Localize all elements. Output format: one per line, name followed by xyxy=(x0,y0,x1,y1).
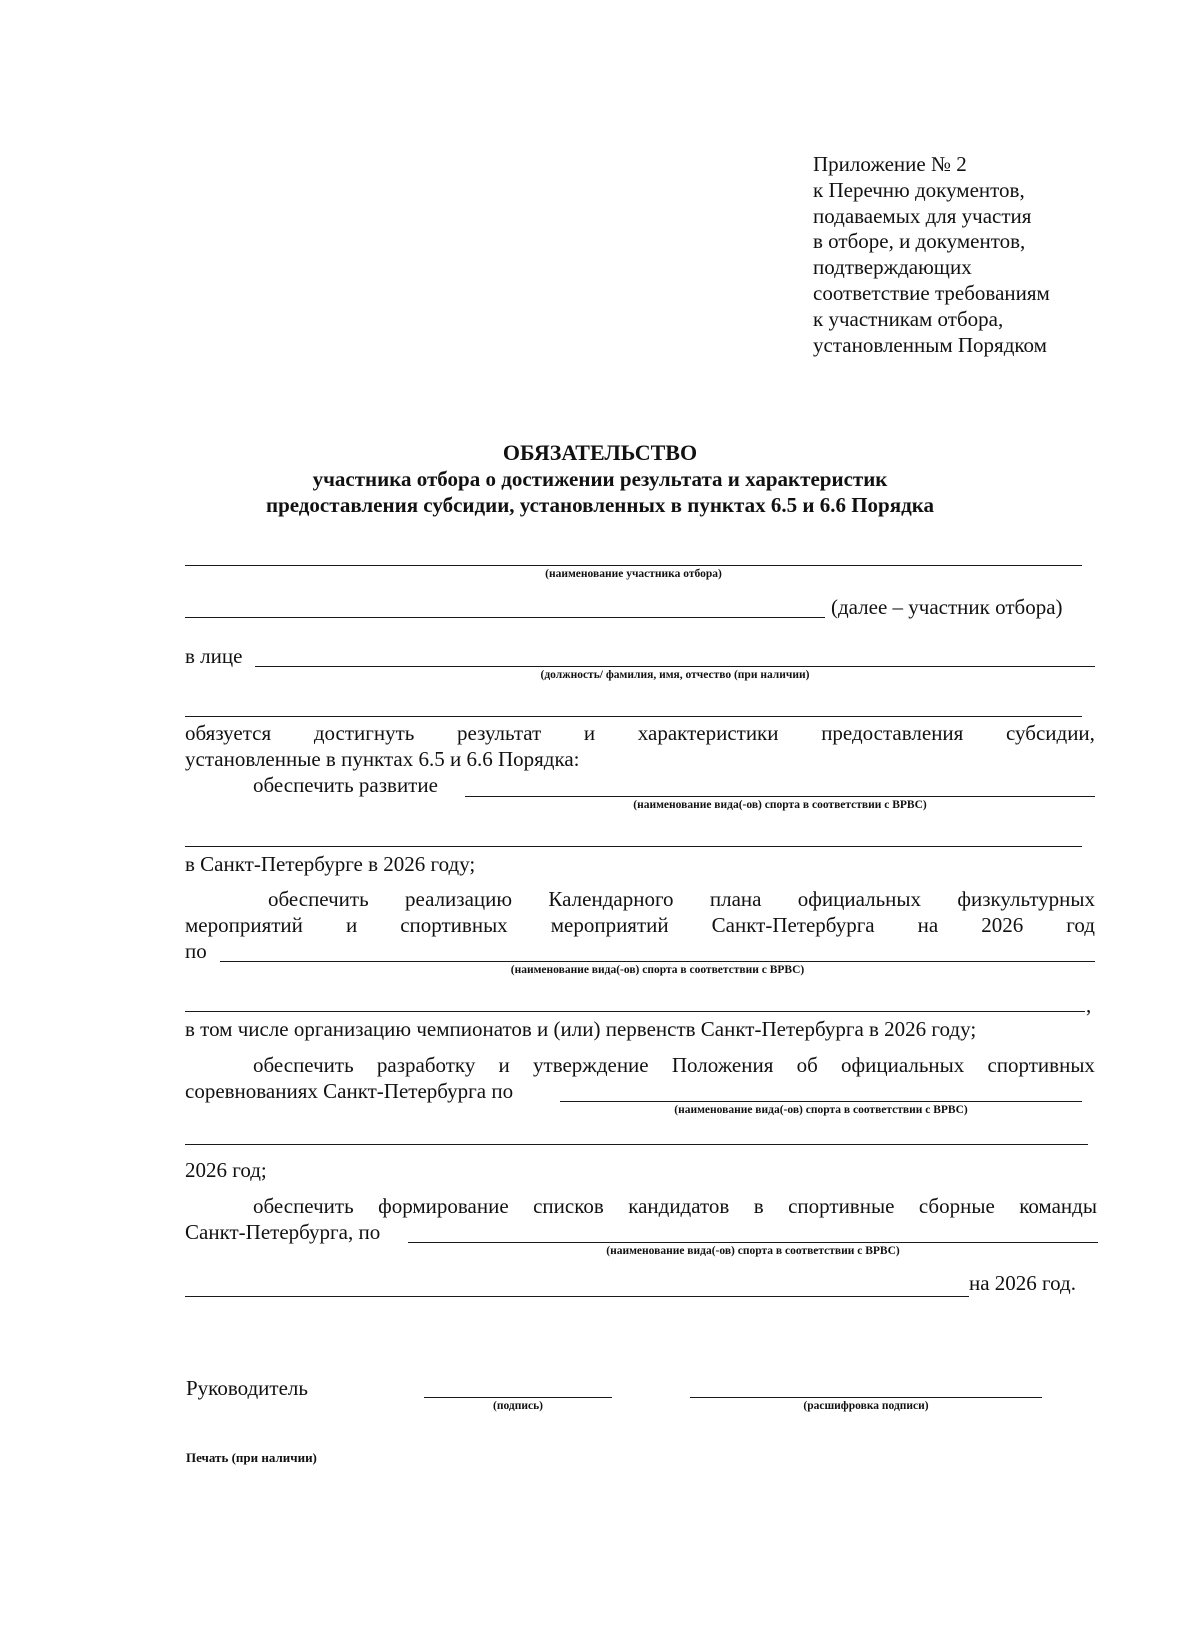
develop-sport-label: обеспечить развитие xyxy=(253,773,438,797)
word: сборные xyxy=(918,1194,995,1218)
teams-line-2: Санкт-Петербурга, по xyxy=(185,1220,381,1244)
teams-sport-field[interactable] xyxy=(408,1242,1098,1243)
regulation-line-1 xyxy=(253,1052,1095,1078)
word: характеристики xyxy=(637,721,779,745)
word: утверждение xyxy=(533,1053,649,1077)
obligation-line-1 xyxy=(185,720,1095,746)
word: результат xyxy=(457,721,542,745)
word: обеспечить xyxy=(268,887,369,911)
participant-name-field[interactable] xyxy=(185,565,1082,566)
representative-field-continued[interactable] xyxy=(185,716,1082,717)
document-title: ОБЯЗАТЕЛЬСТВО xyxy=(502,440,698,465)
word: Календарного xyxy=(548,887,674,911)
seal-note: Печать (при наличии) xyxy=(186,1450,317,1465)
representative-caption: (должность/ фамилия, имя, отчество (при наличии) xyxy=(540,669,810,681)
appendix-line: Приложение № 2 xyxy=(813,152,967,176)
participant-name-field-continued[interactable] xyxy=(185,617,825,618)
participant-name-caption: (наименование участника отбора) xyxy=(545,568,722,580)
word: об xyxy=(796,1053,818,1077)
representative-field[interactable] xyxy=(255,666,1095,667)
regulation-line-2: соревнованиях Санкт-Петербурга по xyxy=(185,1079,514,1103)
teams-line-1 xyxy=(253,1193,1097,1219)
word: спортивных xyxy=(400,913,508,937)
appendix-line: подтверждающих xyxy=(813,255,972,280)
word: и xyxy=(583,721,596,745)
word: спортивных xyxy=(987,1053,1095,1077)
word: Санкт-Петербурга xyxy=(711,913,875,937)
calendar-line-1 xyxy=(268,886,1095,912)
word: обеспечить xyxy=(253,1194,354,1218)
signature-field[interactable] xyxy=(424,1397,612,1398)
calendar-sport-field[interactable] xyxy=(220,961,1095,962)
document-subtitle-line-1: участника отбора о достижении результата и характеристик xyxy=(312,467,888,491)
appendix-line: в отборе, и документов, xyxy=(813,229,1026,254)
in-person-label: в лице xyxy=(185,644,243,668)
regulation-sport-caption: (наименование вида(-ов) спорта в соответствии с ВРВС) xyxy=(674,1104,968,1116)
word: обеспечить xyxy=(253,1053,354,1077)
calendar-by-label: по xyxy=(185,939,207,963)
word: в xyxy=(753,1194,764,1218)
appendix-reference xyxy=(813,152,1050,358)
word: списков xyxy=(533,1194,604,1218)
word: Положения xyxy=(671,1053,774,1077)
word: на xyxy=(917,913,939,937)
word: разработку xyxy=(376,1053,476,1077)
word: мероприятий xyxy=(185,913,303,937)
calendar-sport-field-continued[interactable] xyxy=(185,1011,1085,1012)
word: формирование xyxy=(378,1194,509,1218)
participant-suffix: (далее – участник отбора) xyxy=(831,595,1063,619)
comma-mark: , xyxy=(1086,993,1092,1017)
develop-sport-caption: (наименование вида(-ов) спорта в соответствии с ВРВС) xyxy=(633,799,927,811)
word: субсидии, xyxy=(1006,721,1095,745)
develop-sport-field[interactable] xyxy=(465,796,1095,797)
word: кандидатов xyxy=(628,1194,730,1218)
obligation-line-2: установленные в пунктах 6.5 и 6.6 Порядка: xyxy=(185,747,580,771)
develop-sport-field-continued[interactable] xyxy=(185,846,1082,847)
for-year-text: на 2026 год. xyxy=(969,1271,1076,1295)
word: достигнуть xyxy=(313,721,415,745)
appendix-line: соответствие требованиям xyxy=(813,280,1050,305)
word: спортивные xyxy=(788,1194,895,1218)
word: обязуется xyxy=(185,721,272,745)
word: официальных xyxy=(841,1053,965,1077)
regulation-sport-field[interactable] xyxy=(560,1101,1082,1102)
spb-year-text: в Санкт-Петербурге в 2026 году; xyxy=(185,852,476,876)
championships-text: в том числе организацию чемпионатов и (или) первенств Санкт-Петербурга в 2026 году; xyxy=(185,1017,977,1041)
calendar-line-2 xyxy=(185,912,1095,938)
teams-sport-caption: (наименование вида(-ов) спорта в соответствии с ВРВС) xyxy=(606,1245,900,1257)
document-subtitle-line-2: предоставления субсидии, установленных в пунктах 6.5 и 6.6 Порядка xyxy=(265,493,934,517)
appendix-line: к участникам отбора, xyxy=(813,306,1004,331)
teams-sport-field-continued[interactable] xyxy=(185,1296,969,1297)
word: и xyxy=(498,1053,510,1077)
signature-decoding-field[interactable] xyxy=(690,1397,1042,1398)
word: и xyxy=(345,913,358,937)
regulation-sport-field-continued[interactable] xyxy=(185,1144,1088,1145)
year-2026-text: 2026 год; xyxy=(185,1158,267,1182)
appendix-line: к Перечню документов, xyxy=(813,177,1025,202)
word: официальных xyxy=(797,887,922,911)
word: год xyxy=(1066,913,1095,937)
appendix-line: подаваемых для участия xyxy=(813,203,1032,228)
signature-caption: (подпись) xyxy=(493,1400,543,1412)
word: мероприятий xyxy=(550,913,669,937)
word: плана xyxy=(709,887,762,911)
word: команды xyxy=(1019,1194,1097,1218)
appendix-line: установленным Порядком xyxy=(813,332,1047,357)
word: 2026 xyxy=(981,913,1024,937)
word: физкультурных xyxy=(957,887,1095,911)
head-label: Руководитель xyxy=(186,1376,308,1400)
word: предоставления xyxy=(821,721,964,745)
signature-decoding-caption: (расшифровка подписи) xyxy=(803,1400,929,1412)
calendar-sport-caption: (наименование вида(-ов) спорта в соответствии с ВРВС) xyxy=(510,964,805,976)
word: реализацию xyxy=(405,887,513,911)
